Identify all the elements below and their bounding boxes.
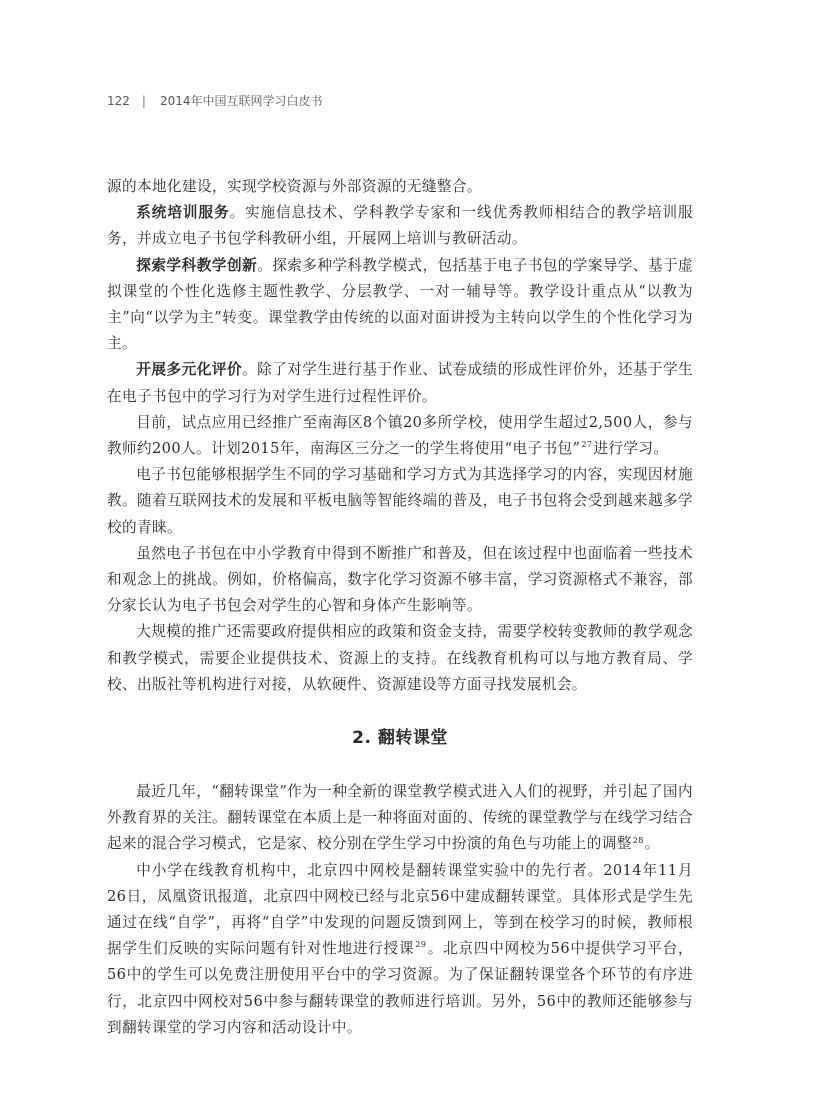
paragraph-text: 最近几年，“翻转课堂”作为一种全新的课堂教学模式进入人们的视野，并引起了国内外教育界的关注。翻转课堂在本质上是一种将面对面的、传统的课堂教学与在线学习结合起来的混合学习模式，它是家、校分别在学生学习中扮演的角色与功能上的调整 <box>107 783 693 853</box>
paragraph-support-needed: 大规模的推广还需要政府提供相应的政策和资金支持，需要学校转变教师的教学观念和教学模式，需要企业提供技术、资源上的支持。在线教育机构可以与地方教育局、学校、出版社等机构进行对接，从软硬件、资源建设等方面寻找发展机会。 <box>107 623 693 693</box>
footnote-ref: 28 <box>632 835 644 845</box>
paragraph-text: 。 <box>644 835 660 853</box>
paragraph-adaptive-learning: 电子书包能够根据学生不同的学习基础和学习方式为其选择学习的内容，实现因材施教。随着互联网技术的发展和平板电脑等智能终端的普及，电子书包将会受到越来越多学校的青睐。 <box>107 466 693 536</box>
paragraph-continuation: 源的本地化建设，实现学校资源与外部资源的无缝整合。 <box>107 178 482 195</box>
paragraph-pilot-status <box>107 410 693 462</box>
running-header <box>107 92 323 109</box>
paragraph-lead: 系统培训服务 <box>136 204 230 222</box>
paragraph-text: 进行学习。 <box>593 440 669 458</box>
paragraph-text: 中小学在线教育机构中，北京四中网校是翻转课堂实验中的先行者。2014年11月26日，凤凰资讯报道，北京四中网校已经与北京56中建成翻转课堂。具体形式是学生先通过在线“自学”，再将“自学”中发现的问题反馈到网上，等到在校学习的时候，教师根据学生们反映的实际问题有针对性地进行授课 <box>107 861 693 958</box>
paragraph-training-service <box>107 200 693 252</box>
footnote-ref: 29 <box>415 940 427 950</box>
paragraph-challenges: 虽然电子书包在中小学教育中得到不断推广和普及，但在该过程中也面临着一些技术和观念上的挑战。例如，价格偏高，数字化学习资源不够丰富，学习资源格式不兼容，部分家长认为电子书包会对学生的心智和身体产生影响等。 <box>107 544 693 615</box>
section-heading: 2. 翻转课堂 <box>352 728 448 749</box>
footnote-ref: 27 <box>581 440 593 450</box>
paragraph-text: 。除了对学生进行基于作业、试卷成绩的形成性评价外，还基于学生在电子书包中的学习行为对学生进行过程性评价。 <box>107 361 693 405</box>
paragraph-flipped-intro <box>107 779 693 858</box>
paragraph-text: 。探索多种学科教学模式，包括基于电子书包的学案导学、基于虚拟课堂的个性化选修主题性教学、分层教学、一对一辅导等。教学设计重点从“以教为主”向“以学为主”转变。课堂教学由传统的以面对面讲授为主转向以学生的个性化学习为主。 <box>107 256 693 353</box>
paragraph-text: 。实施信息技术、学科教学专家和一线优秀教师相结合的教学培训服务，并成立电子书包学科教研小组，开展网上培训与教研活动。 <box>107 204 693 248</box>
paragraph-text: 目前，试点应用已经推广至南海区8个镇20多所学校，使用学生超过2,500人，参与教师约200人。计划2015年，南海区三分之一的学生将使用“电子书包” <box>107 413 693 458</box>
paragraph-lead: 探索学科教学创新 <box>136 256 258 274</box>
paragraph-lead: 开展多元化评价 <box>136 361 243 379</box>
page-body <box>107 174 693 1041</box>
book-title: 2014年中国互联网学习白皮书 <box>159 94 323 108</box>
paragraph-beijing-four <box>107 858 693 1041</box>
paragraph-text: 。北京四中网校为56中提供学习平台，56中的学生可以免费注册使用平台中的学习资源。为了保证翻转课堂各个环节的有序进行，北京四中网校对56中参与翻转课堂的教师进行培训。另外，56中的教师还能够参与到翻转课堂的学习内容和活动设计中。 <box>107 940 693 1036</box>
header-separator: | <box>141 94 146 108</box>
paragraph-teaching-innovation <box>107 253 693 358</box>
paragraph-diverse-evaluation <box>107 357 693 409</box>
page-number: 122 <box>107 94 130 108</box>
